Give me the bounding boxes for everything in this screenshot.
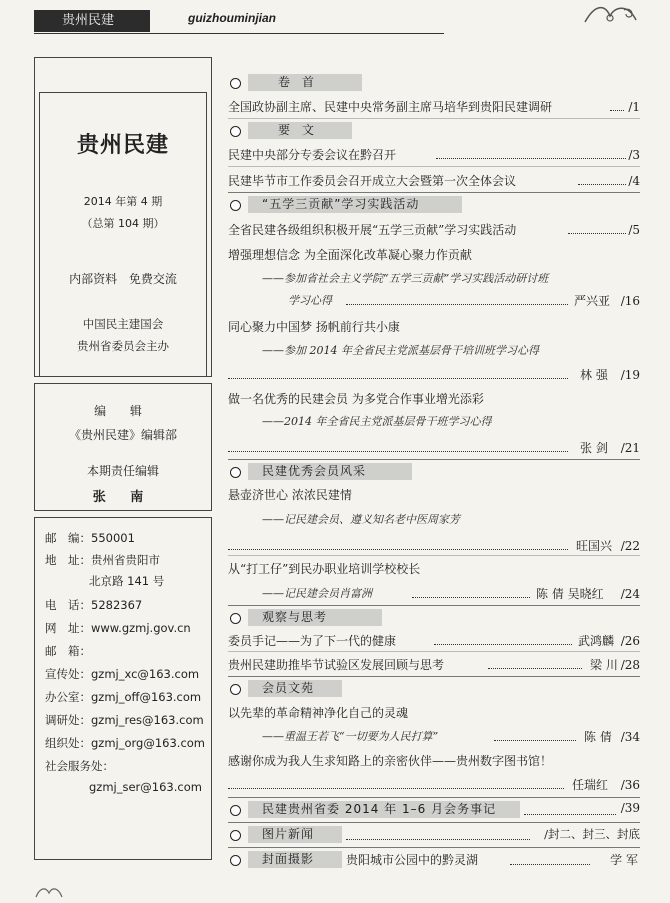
responsible-editor-label: 本期责任编辑 [86,464,159,478]
toc-entry[interactable]: 委员手记——为了下一代的健康 武鸿麟 /26 [228,634,640,648]
bullet-circle-icon [230,467,241,478]
toc-entry-byline[interactable]: 学习心得 严兴亚 /16 [288,294,640,308]
toc-entry[interactable]: 做一名优秀的民建会员 为多党合作事业增光添彩 [228,392,484,406]
organizer-line-1: 中国民主建国会 [82,317,164,331]
section-header-key-articles[interactable]: 要文 [228,122,640,142]
issue-number: 2014 年第 4 期 [83,195,163,208]
bullet-circle-icon [230,613,241,624]
floral-ornament-icon [580,2,640,28]
distribution-note: 内部资料 免费交流 [69,272,177,286]
toc-entry[interactable]: 增强理想信念 为全面深化改革凝心聚力作贡献 [228,248,472,262]
contact-phone: 电 话：5282367 [45,598,143,612]
bullet-circle-icon [230,200,241,211]
toc-entry-subtitle: ——记民建会员、遵义知名老中医周家芳 [262,513,460,526]
toc-entry-byline[interactable]: ——重温王若飞“一切要为人民打算” 陈 倩 /34 [262,730,640,744]
section-header-events[interactable]: 民建贵州省委 2014 年 1–6 月会务事记 /39 [228,801,640,821]
toc-entry[interactable]: 从“打工仔”到民办职业培训学校校长 [228,562,421,576]
editorial-box [34,383,212,511]
contact-box [34,517,212,860]
section-header-cover-photo[interactable]: 封面摄影 贵阳城市公园中的黔灵湖 学 军 [228,851,640,871]
contact-address: 地 址：贵州省贵阳市 [45,553,160,567]
bullet-circle-icon [230,855,241,866]
toc-entry-subtitle: ——参加省社会主义学院“五学三贡献”学习实践活动研讨班 [262,272,549,285]
bullet-circle-icon [230,684,241,695]
bullet-circle-icon [230,830,241,841]
contact-email-label: 邮 箱： [45,644,91,658]
editor-label: 编 辑 [94,404,152,418]
section-header-five-learnings[interactable]: “五学三贡献”学习实践活动 [228,196,640,216]
toc-entry-byline[interactable]: ——记民建会员肖富洲 陈 倩 吴晓红 /24 [262,587,640,601]
toc-entry-subtitle: ——2014 年全省民主党派基层骨干班学习心得 [262,415,492,428]
section-header-member-profiles[interactable]: 民建优秀会员风采 [228,463,640,483]
contact-email-social-service[interactable]: gzmj_ser@163.com [89,780,202,794]
toc-entry[interactable]: 同心聚力中国梦 扬帆前行共小康 [228,320,400,334]
toc-entry[interactable]: 贵州民建助推毕节试验区发展回顾与思考 梁 川 /28 [228,658,640,672]
toc-entry[interactable]: 全省民建各级组织积极开展“五学三贡献”学习实践活动 /5 [228,223,640,237]
bullet-circle-icon [230,805,241,816]
responsible-editor-name: 张 南 [92,490,154,505]
section-header-observation[interactable]: 观察与思考 [228,609,640,629]
toc-entry-byline[interactable]: 林 强 /19 [228,366,640,384]
contact-postcode: 邮 编：550001 [45,531,135,545]
contact-email-office[interactable]: 办公室：gzmj_off@163.com [45,690,202,704]
toc-entry[interactable]: 全国政协副主席、民建中央常务副主席马培华到贵阳民建调研 /1 [228,100,640,114]
toc-entry[interactable]: 感谢你成为我人生求知路上的亲密伙伴——贵州数字图书馆！ [228,754,553,768]
contact-social-service-label: 社会服务处： [45,759,114,773]
contact-email-publicity[interactable]: 宣传处：gzmj_xc@163.com [45,667,200,681]
toc-entry[interactable]: 以先辈的革命精神净化自己的灵魂 [228,706,409,720]
header-rule [34,33,444,34]
header-pinyin: guizhouminjian [188,11,276,25]
toc-entry-subtitle: ——参加 2014 年全省民主党派基层骨干培训班学习心得 [262,344,539,357]
toc-entry[interactable]: 民建毕节市工作委员会召开成立大会暨第一次全体会议 /4 [228,174,640,188]
contact-address-line2: 北京路 141 号 [89,574,165,588]
total-issue-number: （总第 104 期） [81,217,165,230]
magazine-title: 贵州民建 [76,133,169,158]
toc-entry[interactable]: 民建中央部分专委会议在黔召开 /3 [228,148,640,162]
header-brand: 贵州民建 [34,10,150,32]
bullet-circle-icon [230,78,241,89]
masthead-box [34,57,212,377]
floral-ornament-bottom-icon [34,884,64,898]
contact-email-research[interactable]: 调研处：gzmj_res@163.com [45,713,204,727]
toc-entry-byline[interactable]: 任瑞红 /36 [228,776,640,794]
editor-department: 《贵州民建》编辑部 [68,428,177,442]
bullet-circle-icon [230,126,241,137]
section-header-literary[interactable]: 会员文苑 [228,680,640,700]
section-header-foreword[interactable]: 卷首 [228,74,640,94]
contact-email-organization[interactable]: 组织处：gzmj_org@163.com [45,736,206,750]
organizer-line-2: 贵州省委员会主办 [77,339,169,353]
section-header-photo-news[interactable]: 图片新闻 /封二、封三、封底 [228,826,640,846]
toc-entry-byline[interactable]: 张 剑 /21 [228,439,640,457]
contact-website[interactable]: 网 址：www.gzmj.gov.cn [45,621,191,635]
toc-entry[interactable]: 悬壶济世心 浓浓民建情 [228,488,352,502]
toc-entry-byline[interactable]: 旺国兴 /22 [228,537,640,555]
